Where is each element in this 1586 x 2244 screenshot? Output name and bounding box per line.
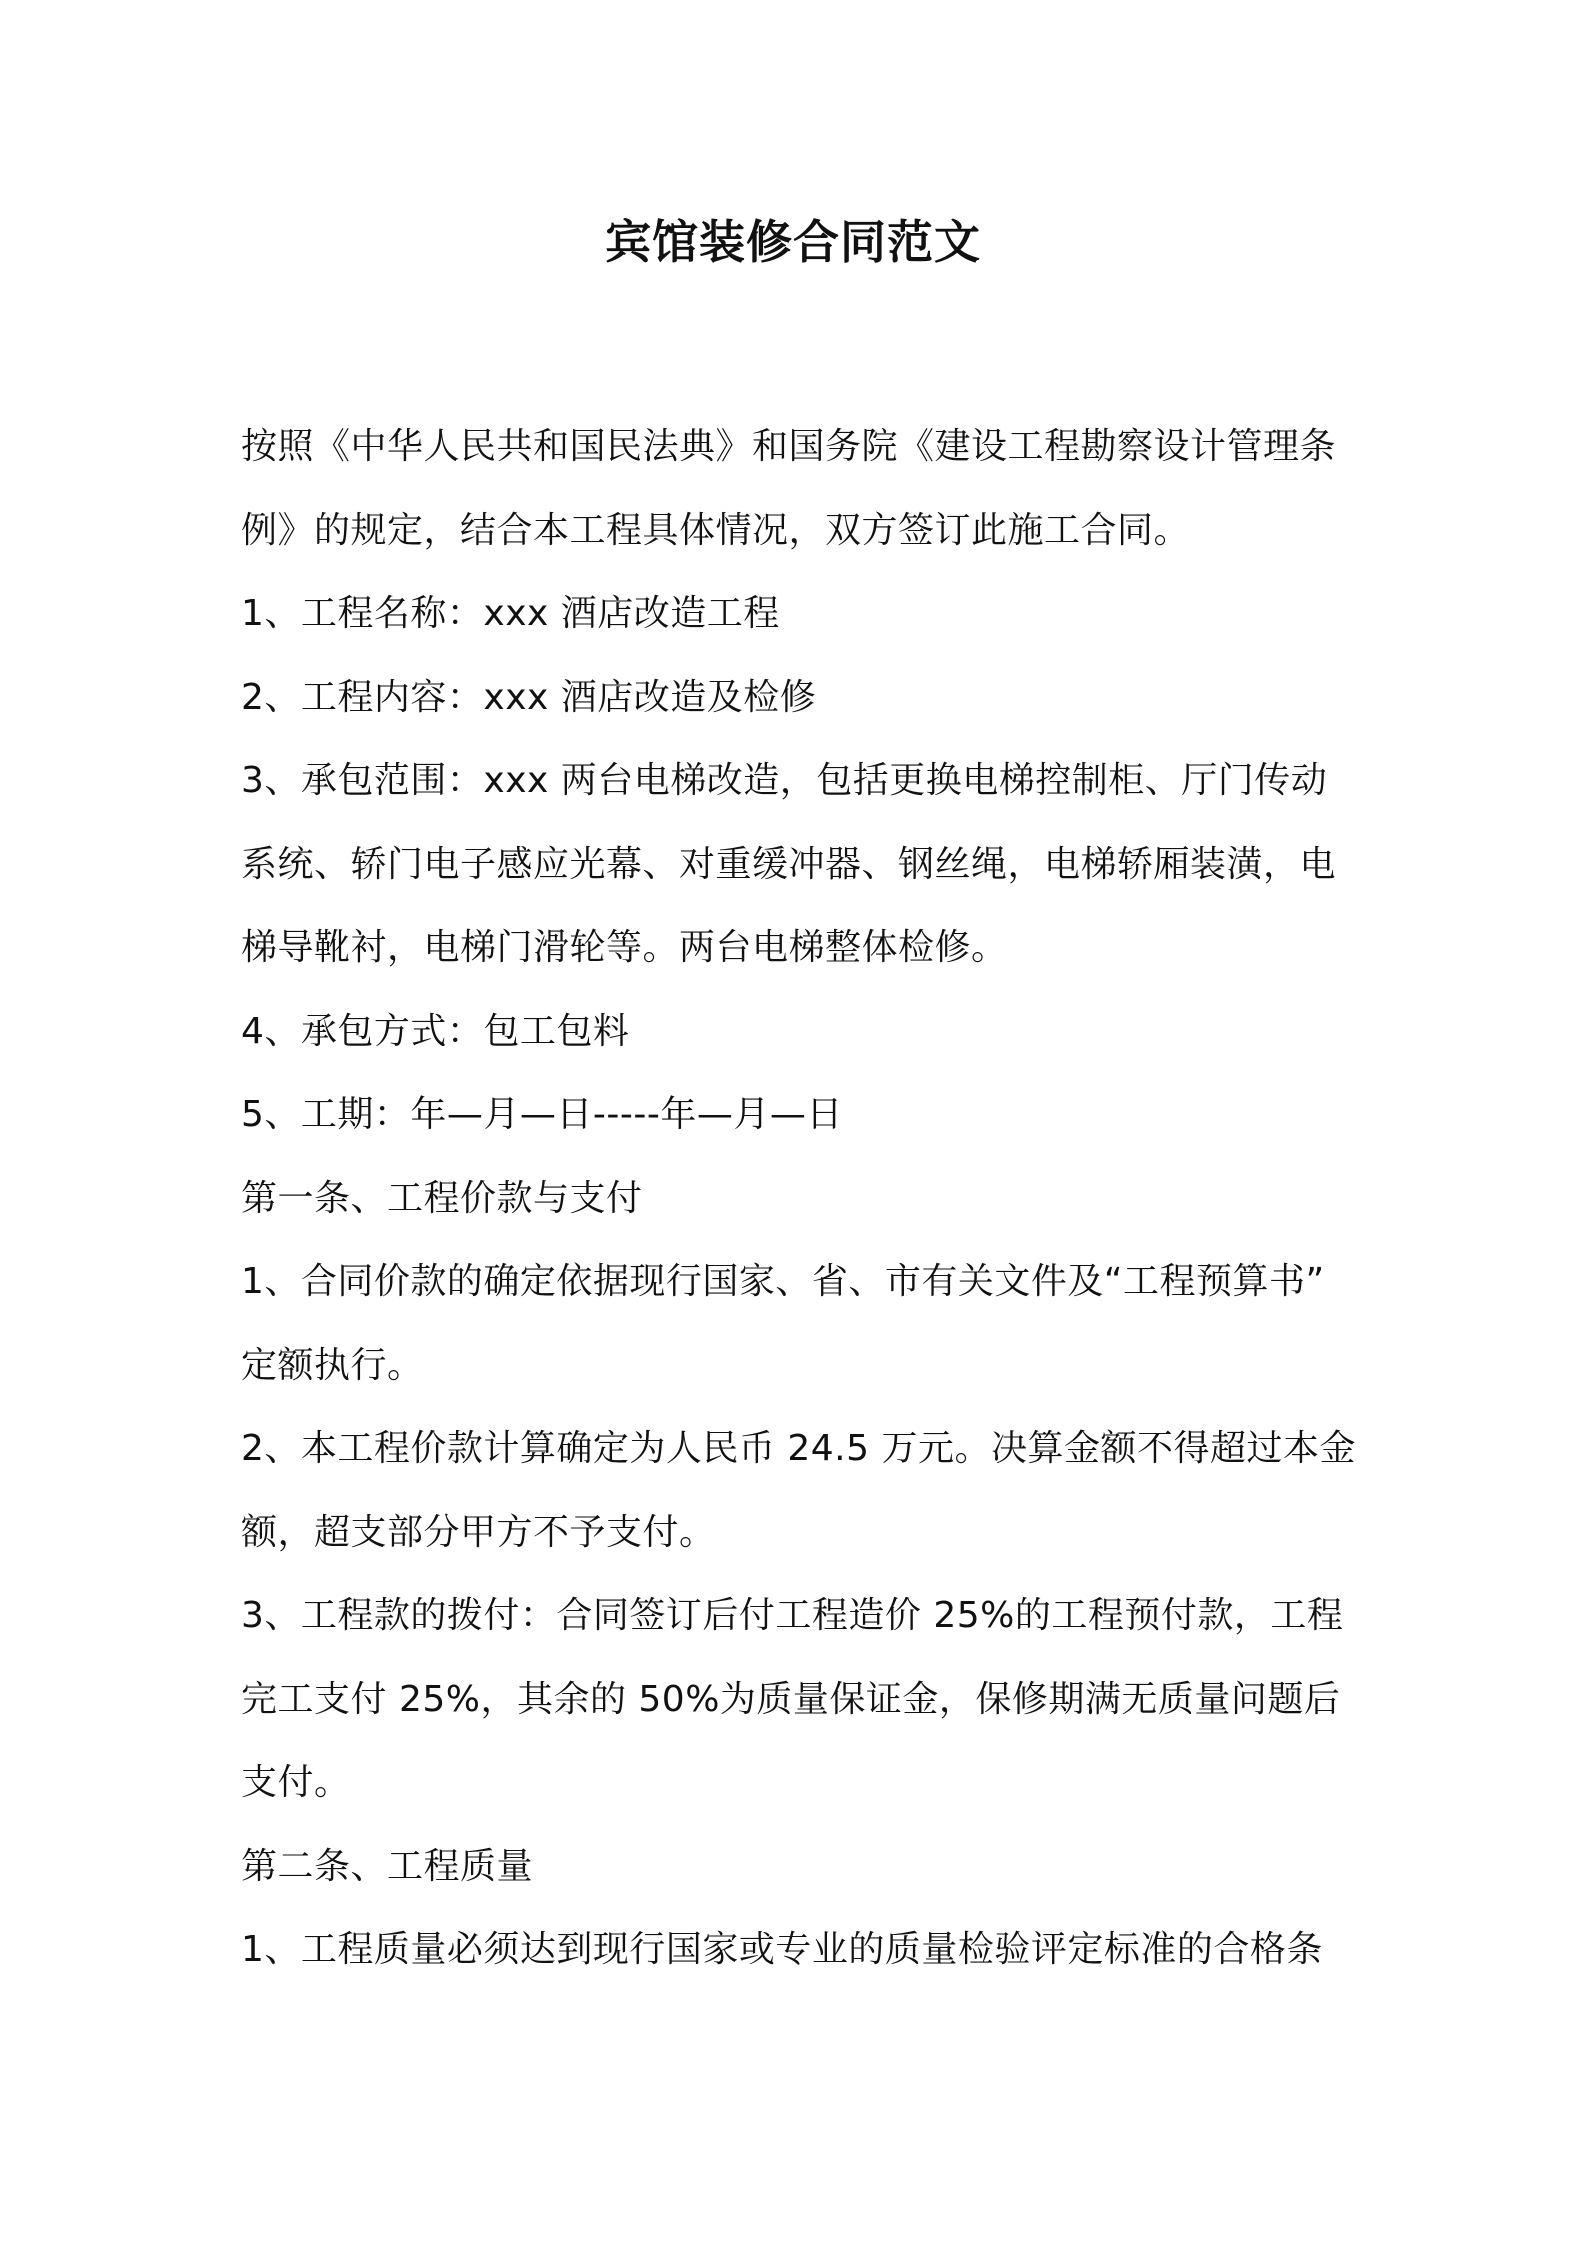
paragraph-line: 支付。	[241, 1762, 351, 1803]
section-heading: 第一条、工程价款与支付	[241, 1177, 643, 1219]
paragraph-line: 2、本工程价款计算确定为人民币 24.5 万元。决算金额不得超过本金	[241, 1428, 1356, 1469]
document-body	[241, 405, 1371, 1992]
contract-scope-line: 3、承包范围：xxx 两台电梯改造，包括更换电梯控制柜、厅门传动	[241, 760, 1328, 801]
schedule-line: 5、工期：年—月—日-----年—月—日	[241, 1094, 843, 1135]
contract-scope-line: 梯导靴衬，电梯门滑轮等。两台电梯整体检修。	[241, 927, 1008, 968]
paragraph-line: 例》的规定，结合本工程具体情况，双方签订此施工合同。	[241, 509, 1191, 551]
project-name-line: 1、工程名称：xxx 酒店改造工程	[241, 593, 780, 634]
document-title: 宾馆装修合同范文	[605, 215, 981, 269]
paragraph-line: 3、工程款的拨付：合同签订后付工程造价 25%的工程预付款，工程	[241, 1595, 1344, 1636]
project-content-line: 2、工程内容：xxx 酒店改造及检修	[241, 676, 817, 718]
section-heading: 第二条、工程质量	[241, 1845, 534, 1887]
paragraph-line: 额，超支部分甲方不予支付。	[241, 1511, 716, 1553]
paragraph-line: 1、工程质量必须达到现行国家或专业的质量检验评定标准的合格条	[241, 1929, 1323, 1970]
contract-scope-line: 系统、轿门电子感应光幕、对重缓冲器、钢丝绳，电梯轿厢装潢，电	[241, 843, 1337, 885]
contract-method-line: 4、承包方式：包工包料	[241, 1010, 630, 1052]
paragraph-line: 定额执行。	[241, 1344, 424, 1386]
paragraph-line: 按照《中华人民共和国民法典》和国务院《建设工程勘察设计管理条	[241, 426, 1337, 467]
paragraph-line: 完工支付 25%，其余的 50%为质量保证金，保修期满无质量问题后	[241, 1678, 1341, 1720]
paragraph-line: 1、合同价款的确定依据现行国家、省、市有关文件及“工程预算书”	[241, 1261, 1325, 1302]
